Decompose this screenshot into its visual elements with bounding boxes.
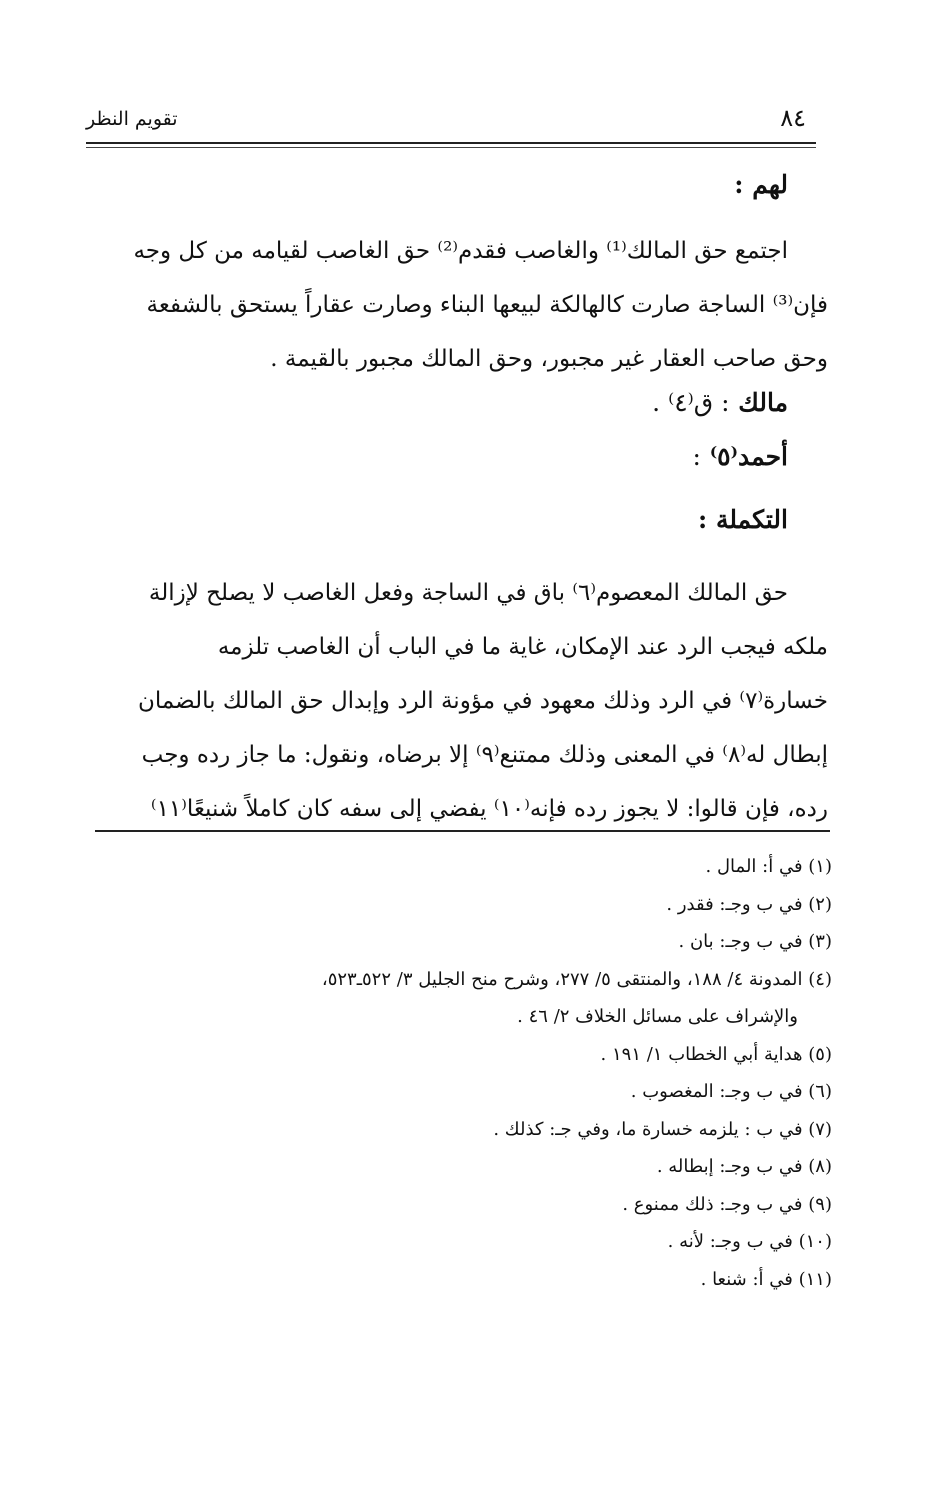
footnote-9: (٩) في ب وجـ: ذلك ممنوع . [622,1193,832,1215]
header-rule [86,142,816,144]
heading-takmila: التكملة : [698,505,788,534]
header-rule-thin [86,147,816,148]
footnote-2: (٢) في ب وجـ: فقدر . [666,893,832,915]
ahmad-entry [693,442,788,471]
footnotes [102,848,832,1298]
footnote-3: (٣) في ب وجـ: بان . [678,931,832,952]
paragraph-line: ملكه فيجب الرد عند الإمكان، غاية ما في الباب أن الغاصب تلزمه [217,634,828,660]
page-header [86,98,816,138]
heading-lahum: لهم : [734,170,788,199]
footnote-10: (١٠) في ب وجـ: لأنه . [667,1231,832,1252]
footnote-7: (٧) في ب : يلزمه خسارة ما، وفي جـ: كذلك . [493,1118,832,1140]
malik-text: : ق⁽٤⁾ . [652,388,730,417]
paragraph-line: فإن⁽³⁾ الساجة صارت كالهالكة لبيعها البناء وصارت عقاراً يستحق بالشفعة [146,292,828,318]
page-number: ٨٤ [780,104,806,132]
footnote-rule [95,830,830,832]
paragraph-line: وحق صاحب العقار غير مجبور، وحق المالك مجبور بالقيمة . [270,346,828,372]
malik-label: مالك [738,388,788,417]
section1-paragraph [120,224,828,386]
footnote-5: (٥) هداية أبي الخطاب ١/ ١٩١ . [600,1043,832,1065]
footnote-6: (٦) في ب وجـ: المغصوب . [630,1081,832,1102]
paragraph-line: حق المالك المعصوم⁽٦⁾ باق في الساجة وفعل الغاصب لا يصلح لإزالة [148,580,788,606]
ahmad-label: أحمد⁽٥⁾ [709,442,788,471]
paragraph-line: إبطال له⁽٨⁾ في المعنى وذلك ممتنع⁽٩⁾ إلا برضاه، ونقول: ما جاز رده وجب [141,742,828,768]
paragraph-line: اجتمع حق المالك⁽¹⁾ والغاصب فقدم⁽²⁾ حق الغاصب لقيامه من كل وجه [133,238,788,264]
footnote-8: (٨) في ب وجـ: إبطاله . [656,1156,832,1177]
footnote-4: (٤) المدونة ٤/ ١٨٨، والمنتقى ٥/ ٢٧٧، وشرح منح الجليل ٣/ ٥٢٢ـ٥٢٣، [321,968,832,990]
footnote-4-continued: والإشراف على مسائل الخلاف ٢/ ٤٦ . [517,1006,798,1027]
ahmad-text: : [692,442,701,471]
paragraph-line: خسارة⁽٧⁾ في الرد وذلك معهود في مؤونة الرد وإبدال حق المالك بالضمان [137,688,828,714]
paragraph-line: رده، فإن قالوا: لا يجوز رده فإنه⁽١٠⁾ يفضي إلى سفه كان كاملاً شنيعًا⁽١١⁾ [150,796,828,822]
malik-entry [652,388,788,417]
section2-paragraph [120,566,828,836]
running-title: تقويم النظر [86,108,178,130]
footnote-1: (١) في أ: المال . [705,856,832,877]
footnote-11: (١١) في أ: شنعا . [700,1268,832,1290]
